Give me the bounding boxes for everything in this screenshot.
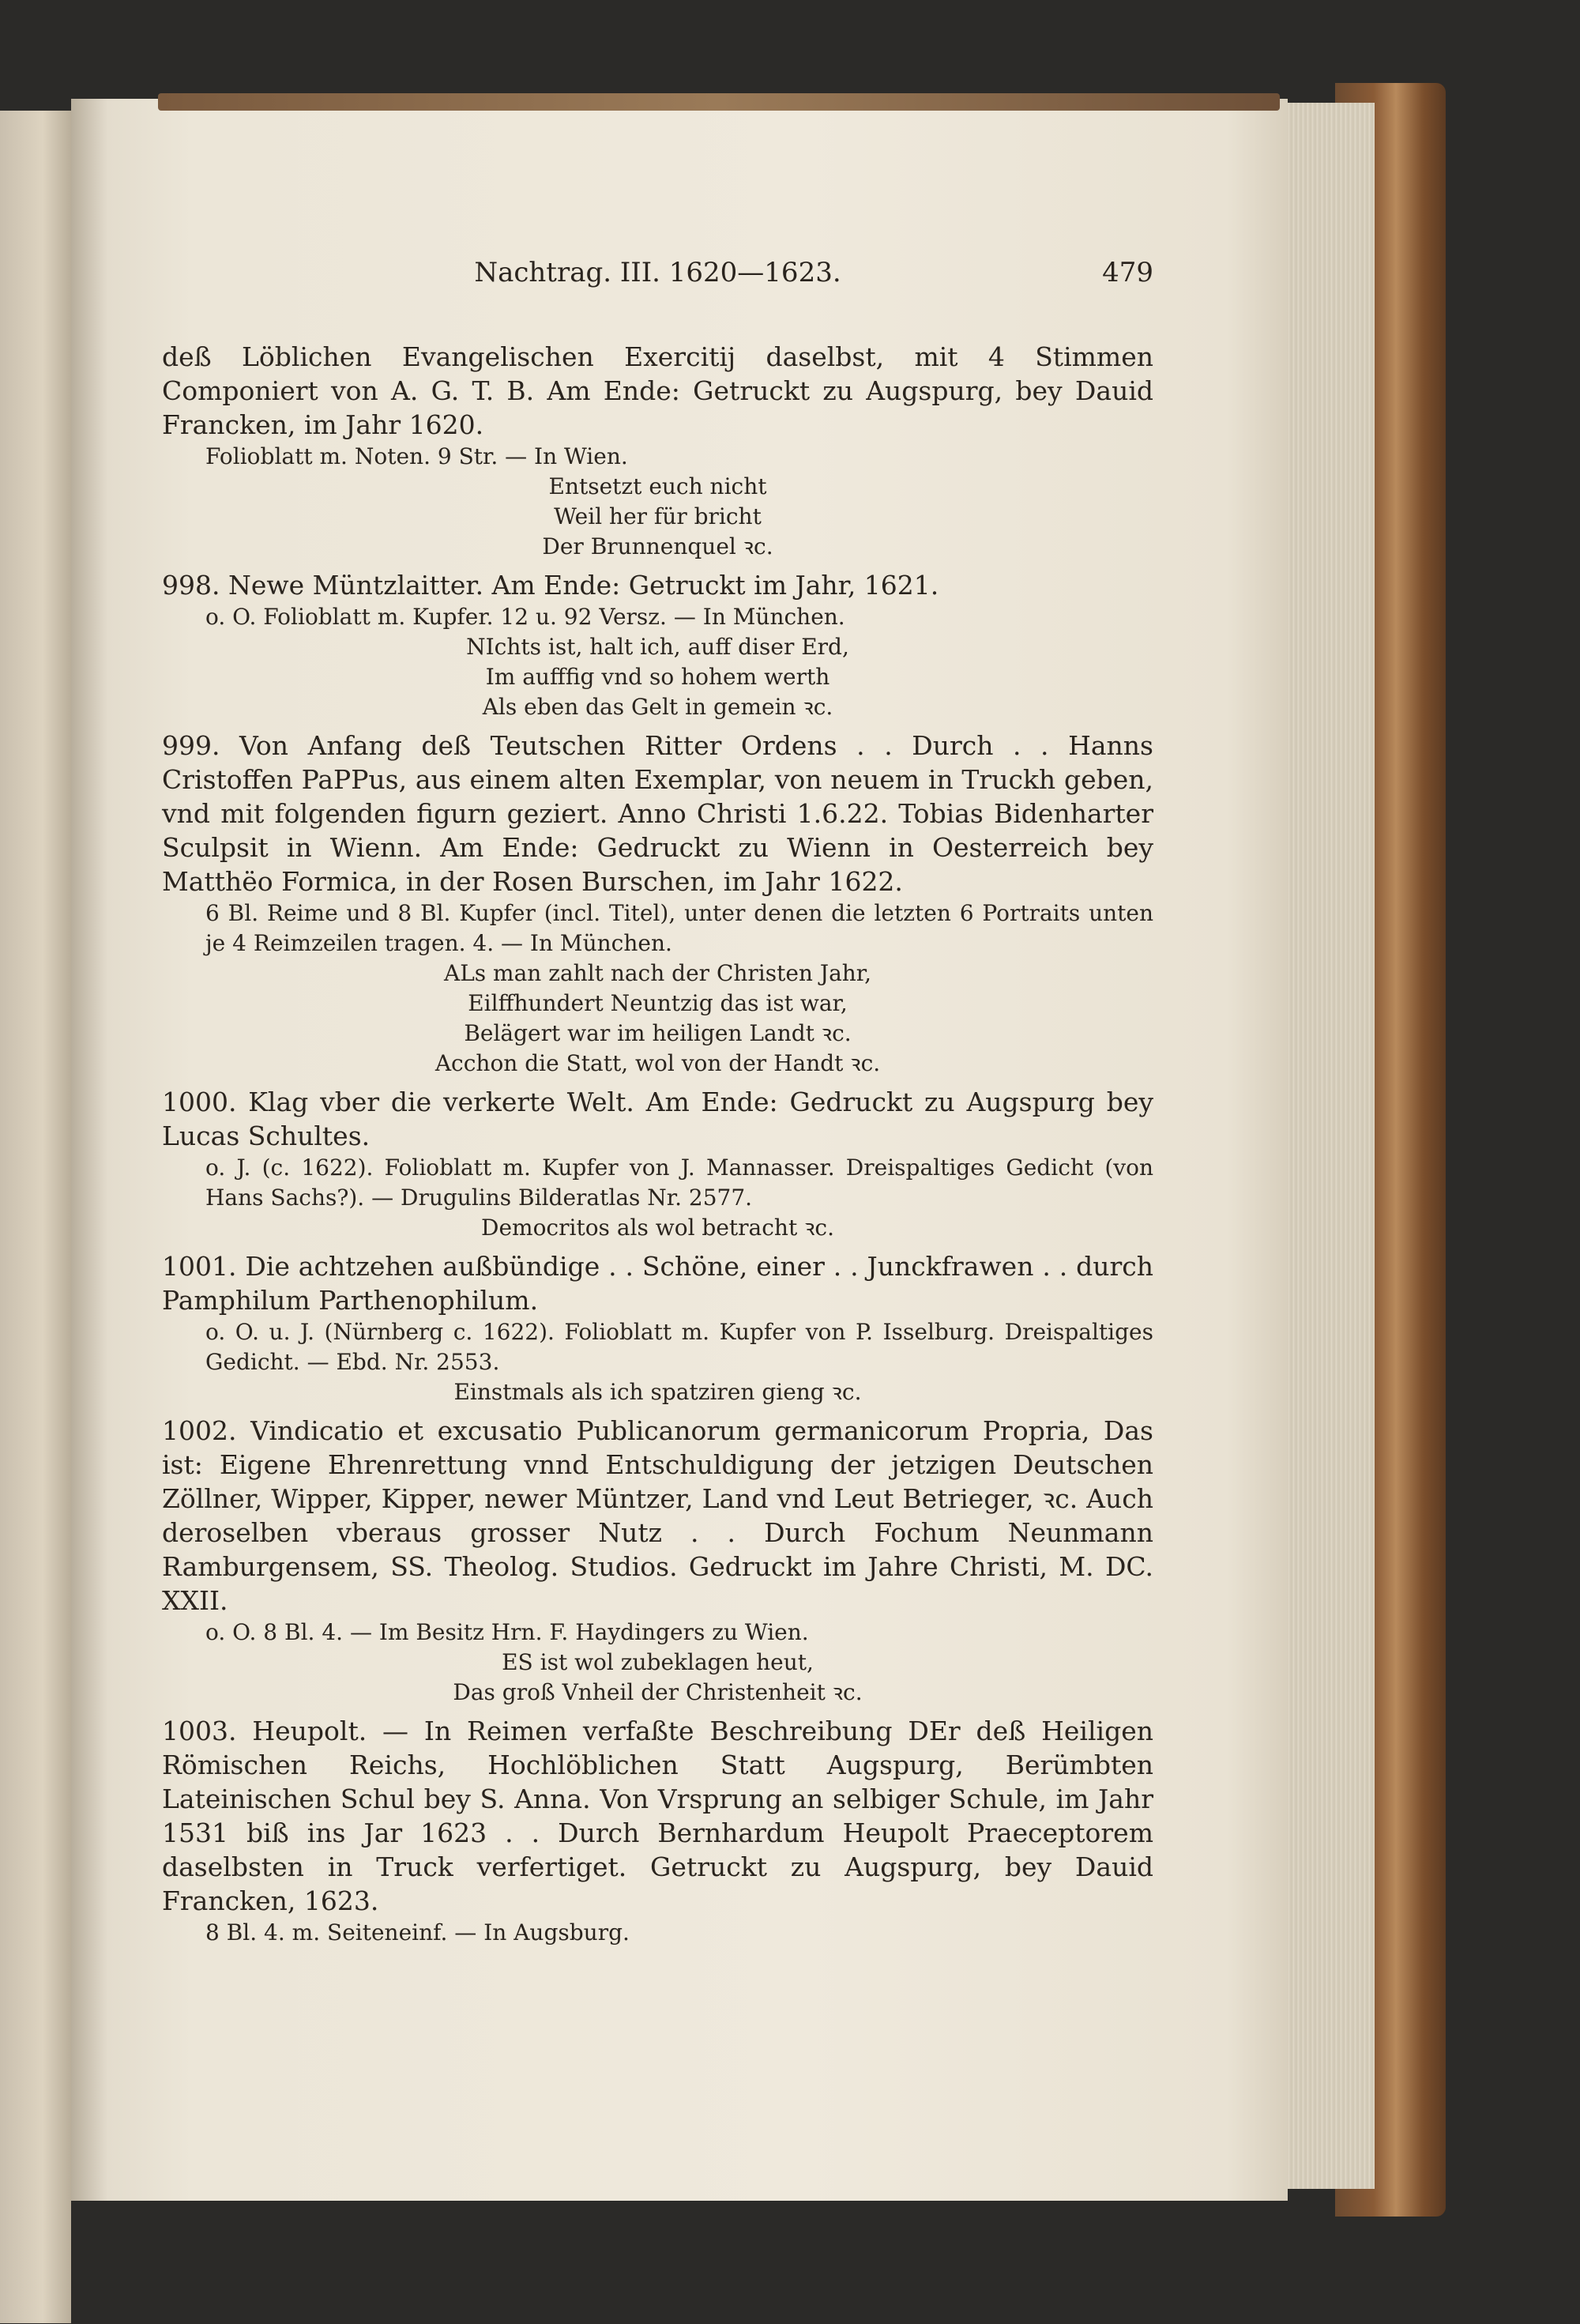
verse-quote bbox=[162, 472, 1153, 562]
catalog-entry: 999. Von Anfang deß Teutschen Ritter Ordens . . Durch . . Hanns Cristoffen PaPPus, aus einem alten Exemplar, von neuem in Truckh geben, vnd mit folgenden figurn geziert. Anno Christi 1.6.22. Tobias Bidenharter Sculpsit in Wienn. Am Ende: Gedruckt zu Wienn in Oesterreich bey Matthëo Formica, in der Rosen Burschen, im Jahr 1622. bbox=[162, 730, 1153, 897]
facing-page-edge bbox=[0, 111, 71, 2323]
verse-line: Im aufffig vnd so hohem werth bbox=[485, 664, 830, 690]
catalog-entry: 1003. Heupolt. — In Reimen verfaßte Beschreibung DEr deß Heiligen Römischen Reichs, Hochlöblichen Statt Augspurg, Berümbten Lateinischen Schul bey S. Anna. Von Vrsprung an selbiger Schule, im Jahr 1531 biß ins Jar 1623 . . Durch Bernhardum Heupolt Praeceptorem daselbsten in Truck verfertiget. Getruckt zu Augspurg, bey Dauid Francken, 1623. bbox=[162, 1716, 1153, 1916]
page-body bbox=[162, 340, 1153, 1948]
page-number: 479 bbox=[1102, 257, 1153, 288]
entry-note: o. J. (c. 1622). Folioblatt m. Kupfer von J. Mannasser. Dreispaltiges Gedicht (von Hans Sachs?). — Drugulins Bilderatlas Nr. 2577. bbox=[205, 1154, 1153, 1211]
verse-line: Entsetzt euch nicht bbox=[548, 473, 767, 499]
verse-line: Einstmals als ich spatziren gieng ꝛc. bbox=[453, 1379, 862, 1405]
running-header bbox=[162, 257, 1153, 292]
verse-line: ES ist wol zubeklagen heut, bbox=[502, 1649, 814, 1675]
catalog-entry: 1001. Die achtzehen außbündige . . Schöne, einer . . Junckfrawen . . durch Pamphilum Parthenophilum. bbox=[162, 1251, 1153, 1316]
verse-line: Als eben das Gelt in gemein ꝛc. bbox=[482, 694, 833, 720]
entry-note: o. O. 8 Bl. 4. — Im Besitz Hrn. F. Haydingers zu Wien. bbox=[205, 1619, 809, 1645]
catalog-entry: 1000. Klag vber die verkerte Welt. Am Ende: Gedruckt zu Augspurg bey Lucas Schultes. bbox=[162, 1087, 1153, 1151]
entry-note: 6 Bl. Reime und 8 Bl. Kupfer (incl. Titel), unter denen die letzten 6 Portraits unten je 4 Reimzeilen tragen. 4. — In München. bbox=[205, 900, 1153, 956]
verse-line: Der Brunnenquel ꝛc. bbox=[542, 533, 773, 559]
verse-quote bbox=[162, 632, 1153, 722]
verse-quote bbox=[162, 1213, 1153, 1243]
verse-line: NIchts ist, halt ich, auff diser Erd, bbox=[466, 634, 849, 660]
page-top-edge bbox=[158, 93, 1280, 111]
verse-line: Acchon die Statt, wol von der Handt ꝛc. bbox=[434, 1050, 881, 1076]
verse-line: ALs man zahlt nach der Christen Jahr, bbox=[443, 960, 872, 986]
verse-line: Weil her für bricht bbox=[554, 503, 762, 529]
catalog-entry: 998. Newe Müntzlaitter. Am Ende: Getruckt im Jahr, 1621. bbox=[162, 570, 939, 601]
verse-line: Democritos als wol betracht ꝛc. bbox=[481, 1215, 834, 1241]
verse-line: Belägert war im heiligen Landt ꝛc. bbox=[464, 1020, 852, 1046]
catalog-entry: deß Löblichen Evangelischen Exercitij daselbst, mit 4 Stimmen Componiert von A. G. T. B. Am Ende: Getruckt zu Augspurg, bey Dauid Francken, im Jahr 1620. bbox=[162, 341, 1153, 440]
verse-line: Eilffhundert Neuntzig das ist war, bbox=[468, 990, 848, 1016]
entry-note: Folioblatt m. Noten. 9 Str. — In Wien. bbox=[205, 443, 628, 469]
verse-quote bbox=[162, 1648, 1153, 1708]
page-stack-edges bbox=[1280, 103, 1375, 2189]
entry-note: 8 Bl. 4. m. Seiteneinf. — In Augsburg. bbox=[205, 1919, 630, 1945]
entry-note: o. O. Folioblatt m. Kupfer. 12 u. 92 Versz. — In München. bbox=[205, 604, 845, 630]
catalog-entry: 1002. Vindicatio et excusatio Publicanorum germanicorum Propria, Das ist: Eigene Ehrenrettung vnnd Entschuldigung der jetzigen Deutschen Zöllner, Wipper, Kipper, newer Müntzer, Land vnd Leut Betrieger, ꝛc. Auch deroselben vberaus grosser Nutz . . Durch Fochum Neunmann Ramburgensem, SS. Theolog. Studios. Gedruckt im Jahre Christi, M. DC. XXII. bbox=[162, 1415, 1153, 1616]
verse-quote bbox=[162, 1377, 1153, 1407]
verse-line: Das groß Vnheil der Christenheit ꝛc. bbox=[453, 1679, 863, 1705]
verse-quote bbox=[162, 959, 1153, 1079]
running-title: Nachtrag. III. 1620—1623. bbox=[474, 257, 841, 288]
entry-note: o. O. u. J. (Nürnberg c. 1622). Folioblatt m. Kupfer von P. Isselburg. Dreispaltiges Gedicht. — Ebd. Nr. 2553. bbox=[205, 1319, 1153, 1375]
